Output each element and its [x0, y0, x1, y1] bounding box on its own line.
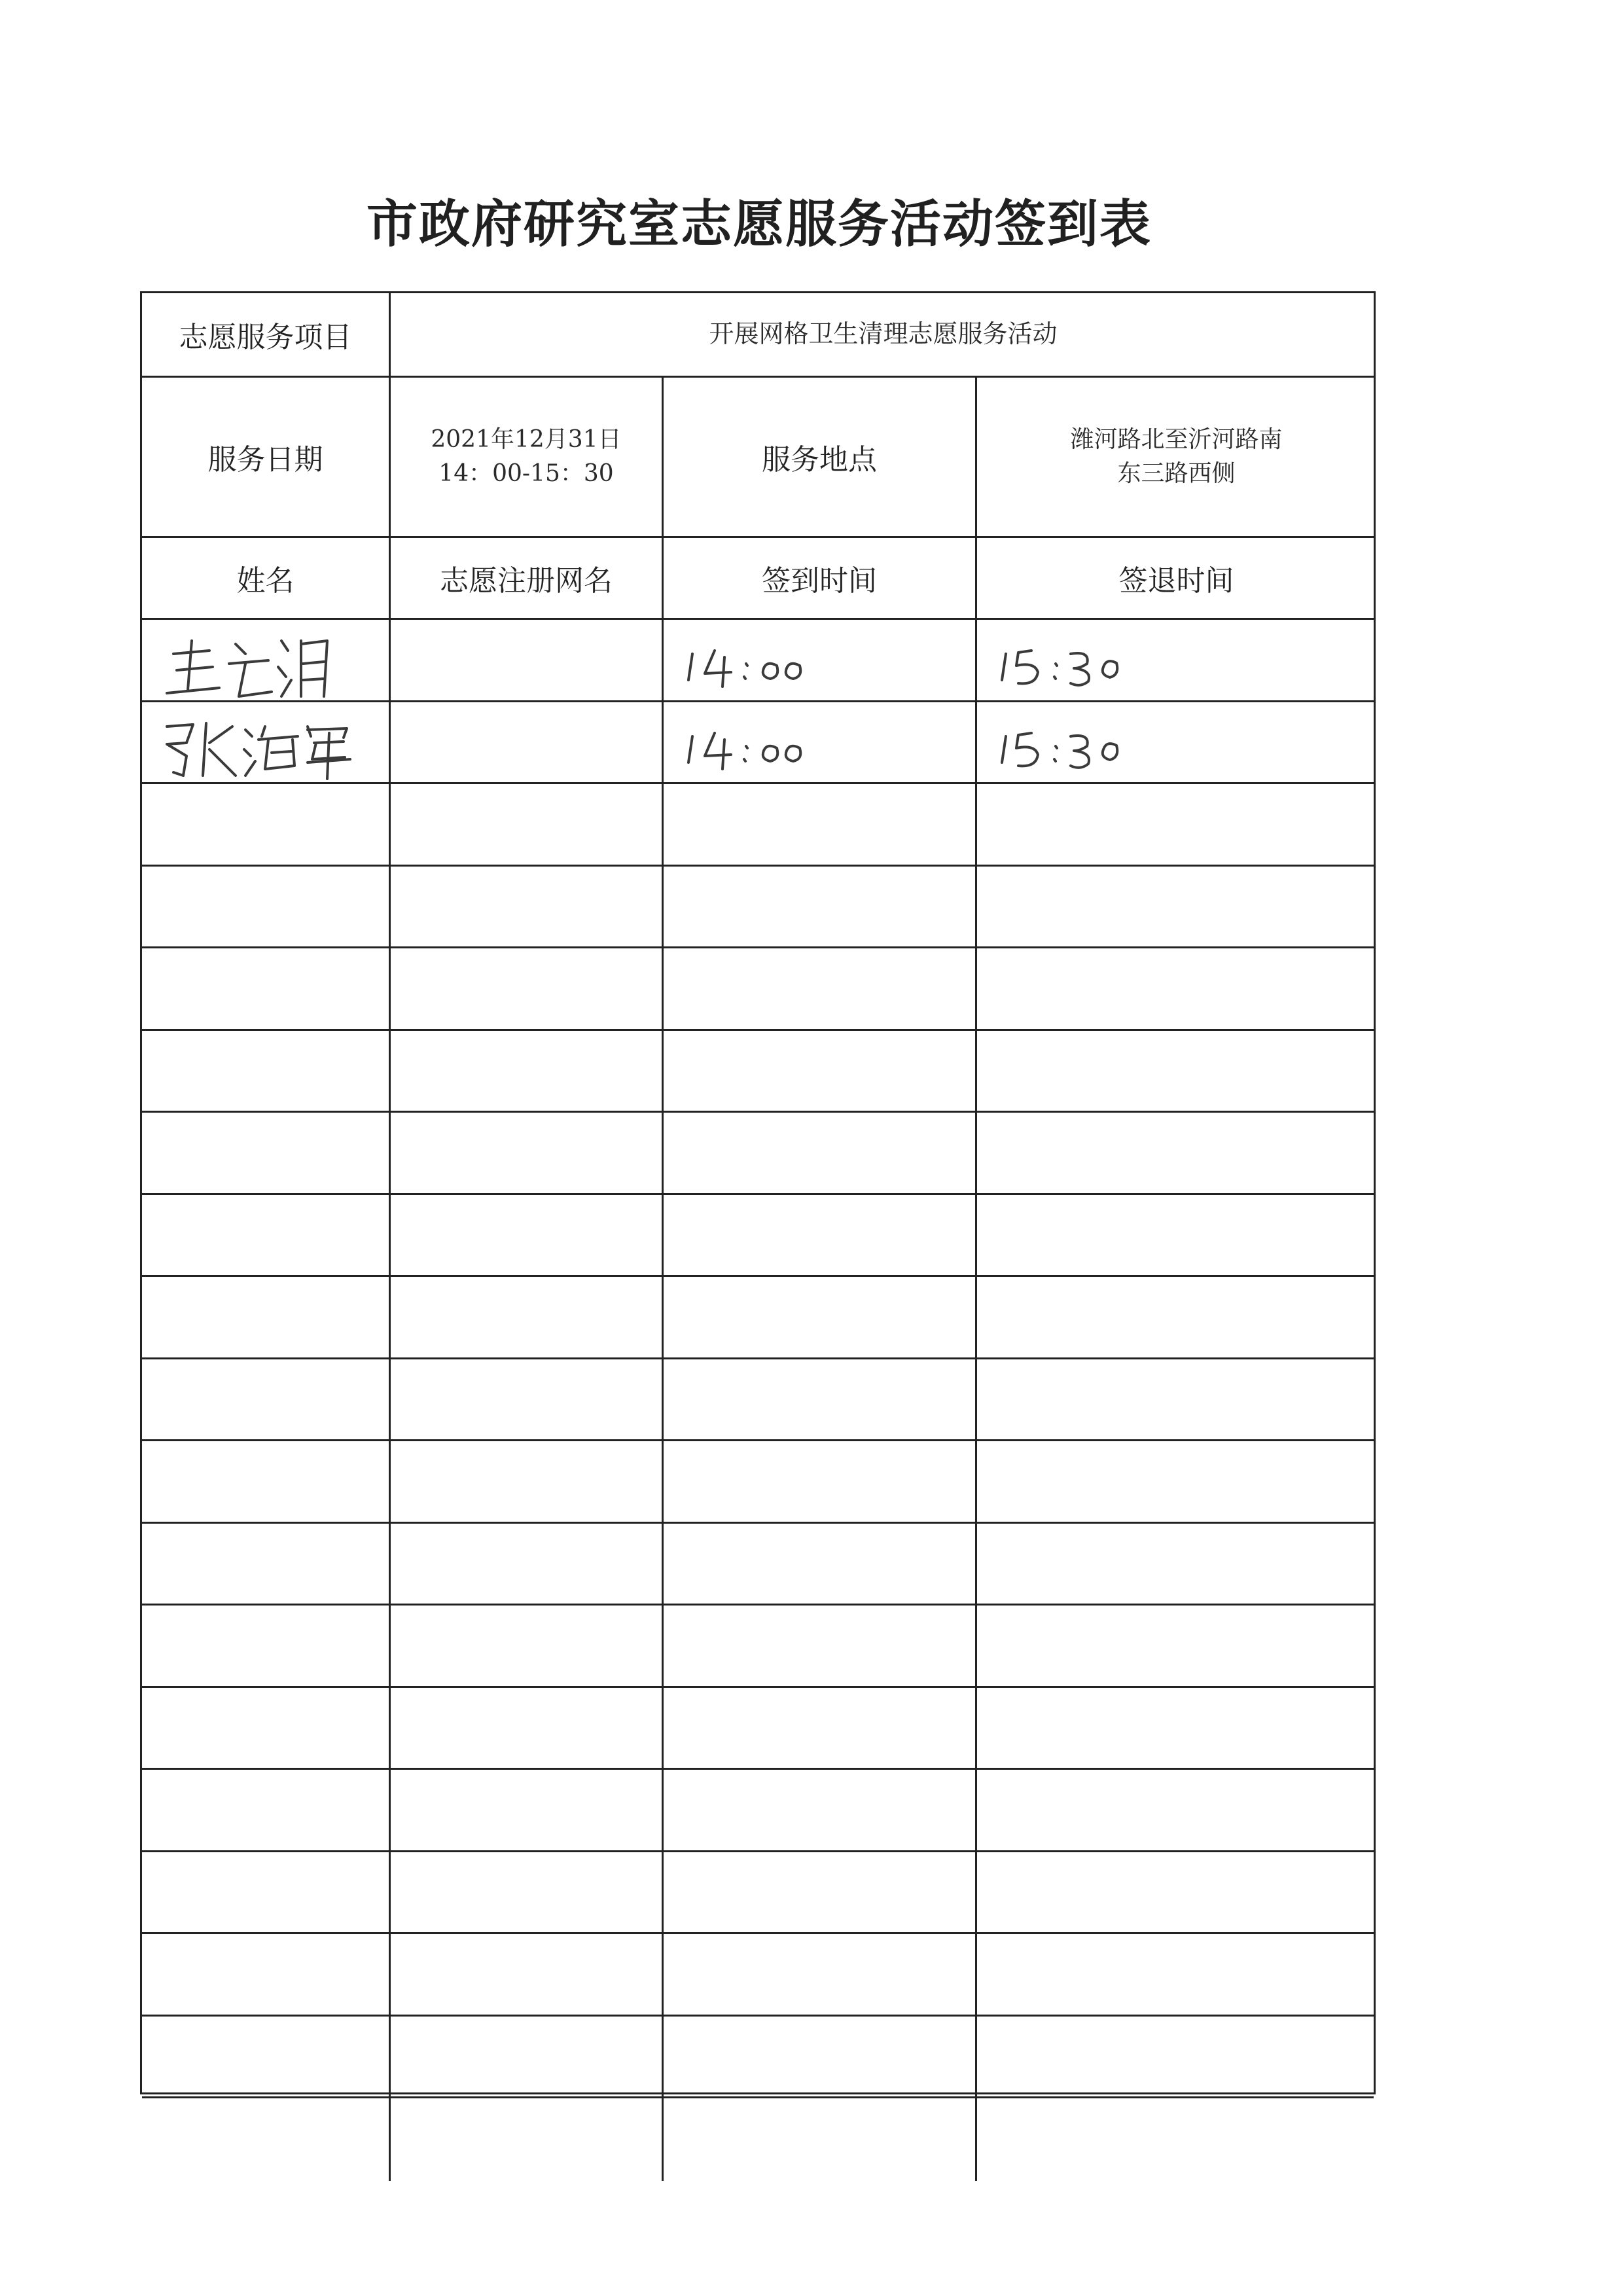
divider — [975, 1359, 977, 1442]
cell-sign-in[interactable] — [664, 2017, 975, 2097]
table-row — [142, 948, 1374, 1031]
divider — [662, 1113, 664, 1195]
cell-name[interactable] — [142, 1277, 389, 1357]
divider — [975, 867, 977, 949]
divider — [389, 948, 391, 1031]
cell-reg-name[interactable] — [391, 1441, 662, 1522]
handwritten-entry — [669, 697, 878, 789]
cell-sign-in[interactable] — [664, 1031, 975, 1111]
cell-reg-name[interactable] — [391, 1934, 662, 2015]
divider — [389, 784, 391, 867]
cell-sign-in[interactable] — [664, 1688, 975, 1768]
divider — [662, 538, 664, 620]
cell-name[interactable] — [142, 1770, 389, 1850]
time-range-line: 14：00-15：30 — [438, 460, 614, 487]
cell-sign-out[interactable] — [977, 620, 1376, 700]
cell-sign-out[interactable] — [977, 1441, 1376, 1522]
date-label: 服务日期 — [207, 443, 323, 476]
divider — [389, 293, 391, 378]
cell-sign-in[interactable] — [664, 1195, 975, 1276]
cell-reg-name[interactable] — [391, 1277, 662, 1357]
divider — [662, 702, 664, 785]
cell-sign-out[interactable] — [977, 1359, 1376, 1440]
cell-name[interactable] — [142, 1605, 389, 1686]
divider — [975, 1688, 977, 1770]
divider — [389, 620, 391, 702]
cell-reg-name[interactable] — [391, 2098, 662, 2181]
project-label: 志愿服务项目 — [179, 321, 352, 354]
divider — [662, 784, 664, 867]
divider — [389, 1113, 391, 1195]
cell-sign-out[interactable] — [977, 1195, 1376, 1276]
divider — [975, 2017, 977, 2099]
cell-name[interactable] — [142, 2098, 389, 2181]
location-value — [977, 378, 1376, 536]
cell-sign-in[interactable] — [664, 1934, 975, 2015]
cell-reg-name[interactable] — [391, 1031, 662, 1111]
cell-sign-in[interactable] — [664, 948, 975, 1029]
cell-reg-name[interactable] — [391, 1359, 662, 1440]
divider — [662, 1934, 664, 2017]
cell-sign-out[interactable] — [977, 948, 1376, 1029]
handwritten-entry — [982, 615, 1192, 706]
table-row — [142, 1688, 1374, 1770]
divider — [389, 867, 391, 949]
divider — [389, 1195, 391, 1278]
divider — [389, 1524, 391, 1606]
cell-name[interactable] — [142, 702, 389, 783]
cell-reg-name[interactable] — [391, 620, 662, 700]
divider — [975, 1934, 977, 2017]
cell-sign-out[interactable] — [977, 784, 1376, 865]
divider — [389, 1605, 391, 1688]
cell-reg-name[interactable] — [391, 1688, 662, 1768]
divider — [975, 1031, 977, 1113]
cell-reg-name[interactable] — [391, 1852, 662, 1933]
divider — [389, 1441, 391, 1524]
cell-name[interactable] — [142, 1113, 389, 1193]
divider — [389, 1934, 391, 2017]
cell-sign-out[interactable] — [977, 1770, 1376, 1850]
project-value: 开展网格卫生清理志愿服务活动 — [709, 319, 1058, 349]
cell-sign-out[interactable] — [977, 2017, 1376, 2097]
divider — [389, 2017, 391, 2099]
table-row — [142, 1934, 1374, 2017]
divider — [662, 1359, 664, 1442]
project-row — [142, 293, 1374, 378]
cell-name[interactable] — [142, 948, 389, 1029]
handwritten-entry — [147, 697, 357, 789]
divider — [389, 1852, 391, 1935]
handwritten-entry — [982, 697, 1192, 789]
table-row — [142, 620, 1374, 702]
divider — [389, 1359, 391, 1442]
cell-sign-out[interactable] — [977, 1605, 1376, 1686]
cell-reg-name[interactable] — [391, 1524, 662, 1604]
cell-sign-in[interactable] — [664, 1852, 975, 1933]
divider — [662, 1195, 664, 1278]
cell-reg-name[interactable] — [391, 1195, 662, 1276]
cell-sign-in[interactable] — [664, 1277, 975, 1357]
column-header-reg-name: 志愿注册网名 — [440, 564, 613, 598]
cell-name[interactable] — [142, 1441, 389, 1522]
divider — [975, 1113, 977, 1195]
divider — [662, 1852, 664, 1935]
divider — [662, 948, 664, 1031]
divider — [975, 1524, 977, 1606]
table-row — [142, 1359, 1374, 1442]
divider — [975, 948, 977, 1031]
cell-name[interactable] — [142, 1688, 389, 1768]
divider — [975, 1195, 977, 1278]
location-line-1: 潍河路北至沂河路南 — [1070, 425, 1283, 453]
cell-name[interactable] — [142, 1195, 389, 1276]
cell-reg-name[interactable] — [391, 2017, 662, 2097]
cell-reg-name[interactable] — [391, 867, 662, 947]
divider — [975, 1605, 977, 1688]
cell-sign-out[interactable] — [977, 702, 1376, 783]
cell-sign-out[interactable] — [977, 1031, 1376, 1111]
location-label: 服务地点 — [762, 443, 877, 476]
table-row — [142, 1441, 1374, 1524]
divider — [662, 1441, 664, 1524]
divider — [389, 2098, 391, 2181]
divider — [975, 1277, 977, 1359]
cell-sign-out[interactable] — [977, 1277, 1376, 1357]
table-row — [142, 2017, 1374, 2099]
divider — [975, 1852, 977, 1935]
handwritten-entry — [147, 615, 357, 706]
divider — [662, 1770, 664, 1852]
divider — [975, 702, 977, 785]
divider — [389, 378, 391, 538]
divider — [975, 1441, 977, 1524]
cell-sign-out[interactable] — [977, 2098, 1376, 2181]
divider — [389, 1031, 391, 1113]
cell-reg-name[interactable] — [391, 1605, 662, 1686]
handwritten-entry — [669, 615, 878, 706]
divider — [975, 2098, 977, 2181]
table-row — [142, 2098, 1374, 2181]
divider — [975, 538, 977, 620]
divider — [975, 784, 977, 867]
cell-sign-out[interactable] — [977, 1688, 1376, 1768]
cell-reg-name[interactable] — [391, 948, 662, 1029]
location-line-2: 东三路西侧 — [1117, 460, 1236, 487]
table-row — [142, 1113, 1374, 1195]
divider — [389, 538, 391, 620]
divider — [389, 1277, 391, 1359]
date-value — [391, 378, 662, 536]
cell-name[interactable] — [142, 1852, 389, 1933]
divider — [389, 1770, 391, 1852]
divider — [389, 1688, 391, 1770]
cell-sign-in[interactable] — [664, 2098, 975, 2181]
cell-name[interactable] — [142, 1031, 389, 1111]
column-header-sign-in: 签到时间 — [762, 564, 877, 598]
cell-name[interactable] — [142, 1359, 389, 1440]
cell-sign-in[interactable] — [664, 1441, 975, 1522]
cell-sign-out[interactable] — [977, 1113, 1376, 1193]
divider — [662, 1277, 664, 1359]
cell-sign-out[interactable] — [977, 1934, 1376, 2015]
column-header-sign-out: 签退时间 — [1118, 564, 1234, 598]
date-line: 2021年12月31日 — [431, 425, 622, 453]
date-location-row — [142, 378, 1374, 538]
table-row — [142, 784, 1374, 867]
cell-reg-name[interactable] — [391, 1770, 662, 1850]
column-header-row — [142, 538, 1374, 620]
cell-sign-in[interactable] — [664, 1605, 975, 1686]
divider — [662, 1688, 664, 1770]
cell-sign-in[interactable] — [664, 1770, 975, 1850]
cell-sign-in[interactable] — [664, 784, 975, 865]
divider — [662, 1605, 664, 1688]
cell-sign-in[interactable] — [664, 1524, 975, 1604]
table-row — [142, 1770, 1374, 1852]
cell-sign-in[interactable] — [664, 867, 975, 947]
cell-sign-in[interactable] — [664, 620, 975, 700]
column-header-name: 姓名 — [236, 564, 294, 598]
divider — [662, 378, 664, 538]
cell-reg-name[interactable] — [391, 702, 662, 783]
cell-sign-out[interactable] — [977, 867, 1376, 947]
table-row — [142, 1852, 1374, 1935]
table-row — [142, 1195, 1374, 1278]
divider — [662, 1524, 664, 1606]
divider — [662, 1031, 664, 1113]
cell-sign-in[interactable] — [664, 1113, 975, 1193]
divider — [662, 867, 664, 949]
cell-name[interactable] — [142, 1524, 389, 1604]
table-row — [142, 1605, 1374, 1688]
signin-table — [140, 291, 1376, 2094]
divider — [975, 620, 977, 702]
divider — [389, 702, 391, 785]
cell-name[interactable] — [142, 867, 389, 947]
divider — [662, 620, 664, 702]
cell-sign-in[interactable] — [664, 1359, 975, 1440]
divider — [662, 2017, 664, 2099]
cell-name[interactable] — [142, 784, 389, 865]
page-title: 市政府研究室志愿服务活动签到表 — [366, 194, 1152, 254]
table-row — [142, 702, 1374, 785]
cell-sign-in[interactable] — [664, 702, 975, 783]
cell-name[interactable] — [142, 1934, 389, 2015]
table-row — [142, 1524, 1374, 1606]
divider — [975, 1770, 977, 1852]
cell-reg-name[interactable] — [391, 1113, 662, 1193]
table-row — [142, 1277, 1374, 1359]
cell-sign-out[interactable] — [977, 1852, 1376, 1933]
cell-sign-out[interactable] — [977, 1524, 1376, 1604]
cell-name[interactable] — [142, 620, 389, 700]
table-row — [142, 1031, 1374, 1113]
divider — [662, 2098, 664, 2181]
cell-reg-name[interactable] — [391, 784, 662, 865]
cell-name[interactable] — [142, 2017, 389, 2097]
table-row — [142, 867, 1374, 949]
divider — [975, 378, 977, 538]
